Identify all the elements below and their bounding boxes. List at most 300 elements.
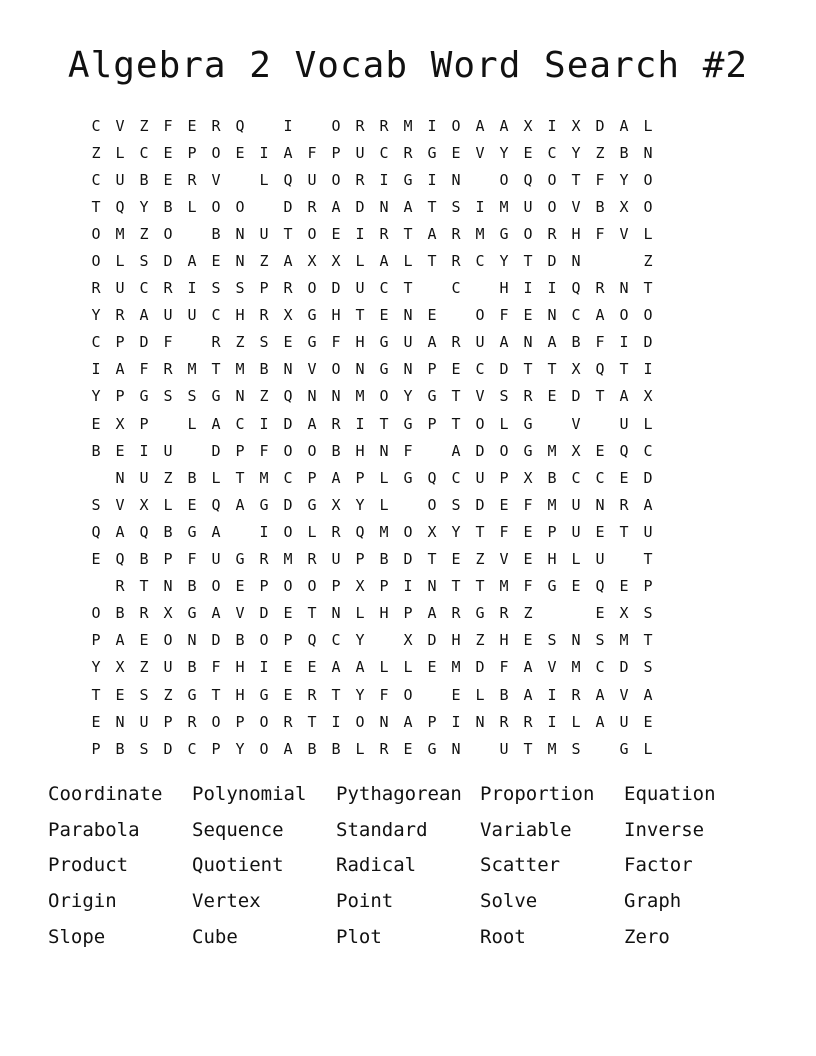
grid-cell: N: [451, 170, 461, 189]
grid-cell: N: [379, 197, 389, 216]
grid-cell: F: [403, 441, 413, 460]
grid-cell: O: [259, 712, 269, 731]
grid-cell: [468, 170, 492, 190]
grid-cell: N: [475, 712, 485, 731]
grid-cell: A: [187, 252, 197, 271]
grid-cell: P: [427, 414, 437, 433]
grid-cell: P: [379, 577, 389, 596]
grid-cell: I: [187, 279, 197, 298]
grid-cell: Z: [139, 658, 149, 677]
grid-cell: R: [307, 550, 317, 569]
grid-cell: P: [139, 414, 149, 433]
grid-cell: A: [331, 468, 341, 487]
word-list-item: Pythagorean: [336, 782, 462, 805]
grid-cell: B: [163, 522, 173, 541]
grid-cell: E: [283, 658, 293, 677]
grid-cell: I: [547, 712, 557, 731]
grid-cell: Y: [91, 658, 101, 677]
grid-cell: H: [571, 224, 581, 243]
grid-cell: C: [595, 468, 605, 487]
grid-cell: N: [547, 306, 557, 325]
grid-cell: N: [403, 360, 413, 379]
grid-cell: P: [187, 143, 197, 162]
grid-cell: C: [475, 360, 485, 379]
grid-cell: B: [187, 468, 197, 487]
grid-cell: C: [211, 306, 221, 325]
grid-cell: T: [595, 387, 605, 406]
grid-cell: Z: [475, 550, 485, 569]
grid-cell: Q: [139, 522, 149, 541]
grid-cell: A: [403, 197, 413, 216]
grid-cell: O: [643, 197, 653, 216]
grid-cell: Y: [355, 495, 365, 514]
grid-cell: D: [547, 252, 557, 271]
grid-cell: L: [403, 658, 413, 677]
grid-cell: L: [355, 604, 365, 623]
grid-cell: N: [235, 387, 245, 406]
grid-cell: O: [403, 522, 413, 541]
word-list-item: Plot: [336, 926, 382, 949]
word-list-item: Coordinate: [48, 782, 163, 805]
grid-cell: P: [499, 468, 509, 487]
grid-cell: D: [283, 414, 293, 433]
grid-cell: T: [619, 360, 629, 379]
grid-cell: O: [211, 712, 221, 731]
grid-cell: L: [403, 252, 413, 271]
grid-cell: C: [571, 468, 581, 487]
grid-cell: I: [355, 224, 365, 243]
grid-cell: G: [259, 495, 269, 514]
grid-cell: I: [547, 116, 557, 135]
grid-cell: M: [187, 360, 197, 379]
grid-cell: Y: [619, 170, 629, 189]
grid-cell: R: [499, 604, 509, 623]
grid-cell: C: [595, 658, 605, 677]
grid-row: [84, 735, 732, 762]
grid-cell: S: [499, 387, 509, 406]
grid-cell: A: [331, 197, 341, 216]
grid-cell: O: [283, 522, 293, 541]
grid-cell: L: [307, 522, 317, 541]
grid-cell: P: [115, 387, 125, 406]
grid-cell: C: [379, 279, 389, 298]
grid-cell: S: [595, 631, 605, 650]
grid-cell: E: [235, 143, 245, 162]
grid-cell: P: [259, 577, 269, 596]
grid-cell: G: [139, 387, 149, 406]
grid-cell: M: [283, 550, 293, 569]
grid-cell: I: [331, 712, 341, 731]
grid-row: [84, 356, 732, 383]
grid-cell: A: [499, 333, 509, 352]
grid-cell: N: [235, 252, 245, 271]
word-list-row: [48, 919, 768, 955]
grid-cell: T: [403, 279, 413, 298]
grid-cell: I: [379, 170, 389, 189]
grid-cell: E: [427, 306, 437, 325]
grid-cell: T: [331, 685, 341, 704]
grid-cell: A: [643, 685, 653, 704]
grid-cell: S: [163, 387, 173, 406]
word-list-row: [48, 776, 768, 812]
grid-cell: C: [91, 116, 101, 135]
grid-cell: B: [115, 739, 125, 758]
grid-row: [84, 410, 732, 437]
grid-cell: P: [331, 577, 341, 596]
grid-cell: O: [547, 197, 557, 216]
grid-cell: [540, 603, 564, 623]
grid-cell: Q: [595, 577, 605, 596]
grid-cell: G: [523, 414, 533, 433]
word-list-item: Product: [48, 854, 129, 877]
grid-cell: L: [499, 414, 509, 433]
grid-cell: B: [235, 631, 245, 650]
grid-cell: I: [403, 577, 413, 596]
grid-cell: R: [355, 170, 365, 189]
grid-cell: A: [427, 604, 437, 623]
grid-cell: E: [619, 468, 629, 487]
grid-cell: F: [331, 333, 341, 352]
grid-cell: O: [331, 170, 341, 189]
grid-cell: O: [403, 685, 413, 704]
grid-cell: Y: [91, 306, 101, 325]
grid-cell: A: [619, 387, 629, 406]
grid-cell: C: [571, 306, 581, 325]
grid-cell: D: [427, 631, 437, 650]
grid-cell: O: [91, 224, 101, 243]
grid-cell: D: [259, 604, 269, 623]
grid-cell: G: [187, 604, 197, 623]
grid-cell: E: [403, 739, 413, 758]
grid-cell: U: [499, 739, 509, 758]
grid-cell: R: [211, 333, 221, 352]
grid-cell: V: [547, 658, 557, 677]
grid-cell: R: [523, 387, 533, 406]
grid-cell: V: [475, 143, 485, 162]
grid-cell: B: [379, 550, 389, 569]
grid-cell: D: [643, 333, 653, 352]
grid-cell: N: [523, 333, 533, 352]
grid-cell: A: [547, 333, 557, 352]
grid-cell: M: [571, 658, 581, 677]
grid-cell: V: [475, 387, 485, 406]
grid-cell: O: [379, 387, 389, 406]
word-list-item: Zero: [624, 926, 670, 949]
grid-cell: U: [139, 468, 149, 487]
grid-cell: E: [163, 143, 173, 162]
grid-cell: D: [643, 468, 653, 487]
grid-cell: I: [547, 279, 557, 298]
grid-cell: P: [115, 333, 125, 352]
grid-cell: U: [475, 468, 485, 487]
grid-cell: X: [571, 441, 581, 460]
grid-cell: H: [235, 306, 245, 325]
grid-cell: [420, 685, 444, 705]
grid-cell: Z: [163, 685, 173, 704]
grid-cell: A: [427, 333, 437, 352]
grid-row: [84, 708, 732, 735]
page-title: Algebra 2 Vocab Word Search #2: [67, 45, 749, 86]
grid-cell: T: [571, 170, 581, 189]
grid-cell: O: [547, 170, 557, 189]
grid-cell: T: [523, 739, 533, 758]
grid-cell: M: [403, 116, 413, 135]
grid-cell: D: [499, 360, 509, 379]
grid-cell: L: [211, 468, 221, 487]
grid-cell: C: [91, 170, 101, 189]
grid-cell: D: [619, 658, 629, 677]
grid-row: [84, 112, 732, 139]
grid-cell: R: [331, 414, 341, 433]
grid-cell: [540, 414, 564, 434]
grid-cell: E: [451, 143, 461, 162]
grid-cell: S: [211, 279, 221, 298]
grid-cell: U: [619, 414, 629, 433]
grid-cell: O: [259, 739, 269, 758]
grid-cell: C: [379, 143, 389, 162]
grid-cell: M: [499, 577, 509, 596]
grid-cell: R: [307, 685, 317, 704]
grid-cell: Q: [91, 522, 101, 541]
grid-cell: G: [403, 414, 413, 433]
grid-cell: L: [571, 550, 581, 569]
grid-cell: A: [523, 658, 533, 677]
grid-cell: A: [115, 522, 125, 541]
grid-cell: T: [643, 631, 653, 650]
grid-cell: N: [379, 712, 389, 731]
grid-cell: N: [235, 224, 245, 243]
grid-cell: P: [331, 143, 341, 162]
grid-cell: F: [379, 685, 389, 704]
grid-cell: S: [139, 739, 149, 758]
grid-cell: T: [307, 712, 317, 731]
grid-cell: U: [475, 333, 485, 352]
grid-cell: G: [547, 577, 557, 596]
grid-cell: P: [307, 468, 317, 487]
grid-cell: S: [451, 197, 461, 216]
grid-cell: G: [403, 468, 413, 487]
grid-cell: I: [259, 414, 269, 433]
grid-cell: T: [307, 604, 317, 623]
grid-row: [84, 193, 732, 220]
grid-cell: F: [139, 360, 149, 379]
grid-cell: B: [571, 333, 581, 352]
grid-cell: Z: [91, 143, 101, 162]
grid-cell: H: [499, 631, 509, 650]
grid-cell: F: [523, 495, 533, 514]
grid-cell: L: [259, 170, 269, 189]
grid-cell: X: [403, 631, 413, 650]
grid-cell: R: [379, 739, 389, 758]
grid-cell: G: [427, 739, 437, 758]
grid-cell: X: [571, 360, 581, 379]
grid-cell: O: [307, 279, 317, 298]
grid-cell: T: [643, 550, 653, 569]
grid-cell: X: [523, 116, 533, 135]
grid-cell: I: [619, 333, 629, 352]
grid-cell: O: [427, 495, 437, 514]
grid-cell: S: [139, 685, 149, 704]
grid-cell: P: [163, 712, 173, 731]
grid-cell: [468, 739, 492, 759]
grid-cell: G: [379, 360, 389, 379]
grid-cell: A: [499, 116, 509, 135]
grid-cell: V: [211, 170, 221, 189]
grid-cell: N: [403, 306, 413, 325]
grid-cell: M: [451, 658, 461, 677]
grid-cell: Y: [499, 143, 509, 162]
grid-cell: A: [595, 306, 605, 325]
grid-cell: E: [379, 306, 389, 325]
grid-cell: P: [163, 550, 173, 569]
grid-cell: A: [595, 685, 605, 704]
grid-cell: M: [115, 224, 125, 243]
grid-cell: Q: [619, 441, 629, 460]
grid-row: [84, 600, 732, 627]
grid-cell: I: [523, 279, 533, 298]
grid-cell: H: [379, 604, 389, 623]
grid-cell: A: [451, 441, 461, 460]
grid-cell: U: [403, 333, 413, 352]
grid-cell: R: [187, 712, 197, 731]
grid-cell: R: [379, 224, 389, 243]
grid-row: [84, 383, 732, 410]
grid-cell: X: [643, 387, 653, 406]
grid-cell: P: [235, 712, 245, 731]
grid-cell: A: [115, 631, 125, 650]
grid-cell: B: [595, 197, 605, 216]
grid-cell: L: [379, 658, 389, 677]
grid-cell: Q: [211, 495, 221, 514]
grid-cell: T: [643, 279, 653, 298]
grid-cell: U: [571, 495, 581, 514]
grid-cell: N: [619, 279, 629, 298]
grid-cell: D: [595, 116, 605, 135]
grid-cell: C: [331, 631, 341, 650]
grid-cell: I: [427, 170, 437, 189]
grid-cell: I: [355, 414, 365, 433]
grid-cell: P: [259, 279, 269, 298]
word-list-item: Origin: [48, 890, 117, 913]
grid-cell: C: [91, 333, 101, 352]
grid-cell: C: [139, 143, 149, 162]
grid-cell: Z: [643, 252, 653, 271]
word-list-item: Root: [480, 926, 526, 949]
grid-row: [84, 302, 732, 329]
grid-cell: Z: [523, 604, 533, 623]
grid-cell: Y: [403, 387, 413, 406]
grid-cell: E: [571, 577, 581, 596]
grid-cell: F: [259, 441, 269, 460]
word-list-item: Solve: [480, 890, 538, 913]
grid-cell: F: [211, 658, 221, 677]
grid-cell: O: [283, 441, 293, 460]
grid-cell: D: [475, 441, 485, 460]
grid-cell: I: [547, 685, 557, 704]
grid-cell: T: [427, 197, 437, 216]
grid-cell: I: [283, 116, 293, 135]
grid-cell: X: [307, 252, 317, 271]
grid-cell: B: [187, 577, 197, 596]
grid-cell: V: [571, 414, 581, 433]
grid-cell: O: [355, 712, 365, 731]
grid-cell: L: [379, 468, 389, 487]
grid-cell: N: [355, 360, 365, 379]
grid-cell: Q: [283, 170, 293, 189]
grid-cell: X: [139, 495, 149, 514]
grid-row: [84, 654, 732, 681]
grid-cell: N: [571, 252, 581, 271]
grid-cell: E: [643, 712, 653, 731]
grid-cell: L: [643, 224, 653, 243]
grid-cell: G: [475, 604, 485, 623]
grid-cell: L: [643, 414, 653, 433]
grid-cell: O: [235, 197, 245, 216]
grid-cell: R: [307, 197, 317, 216]
grid-cell: A: [643, 495, 653, 514]
grid-row: [84, 275, 732, 302]
grid-cell: A: [283, 739, 293, 758]
grid-cell: V: [115, 116, 125, 135]
grid-cell: Z: [475, 631, 485, 650]
grid-cell: I: [643, 360, 653, 379]
grid-row: [84, 220, 732, 247]
grid-cell: [300, 116, 324, 136]
grid-cell: H: [235, 658, 245, 677]
grid-row: [84, 247, 732, 274]
grid-cell: U: [355, 143, 365, 162]
grid-cell: E: [91, 712, 101, 731]
grid-cell: E: [523, 143, 533, 162]
grid-cell: X: [523, 468, 533, 487]
grid-cell: X: [163, 604, 173, 623]
grid-row: [84, 491, 732, 518]
grid-cell: R: [91, 279, 101, 298]
grid-cell: C: [475, 252, 485, 271]
grid-cell: B: [331, 441, 341, 460]
grid-cell: G: [259, 685, 269, 704]
grid-cell: E: [451, 685, 461, 704]
grid-cell: S: [643, 658, 653, 677]
grid-cell: G: [307, 306, 317, 325]
grid-cell: L: [379, 495, 389, 514]
grid-cell: T: [427, 550, 437, 569]
grid-cell: Q: [571, 279, 581, 298]
grid-cell: R: [355, 116, 365, 135]
grid-cell: R: [451, 333, 461, 352]
grid-cell: R: [523, 712, 533, 731]
grid-cell: E: [499, 495, 509, 514]
grid-cell: E: [163, 170, 173, 189]
grid-cell: [180, 441, 204, 461]
grid-cell: O: [307, 577, 317, 596]
grid-cell: O: [211, 577, 221, 596]
grid-cell: L: [355, 739, 365, 758]
grid-cell: H: [499, 279, 509, 298]
grid-cell: T: [523, 360, 533, 379]
word-list-item: Radical: [336, 854, 417, 877]
grid-cell: U: [211, 550, 221, 569]
grid-cell: O: [523, 224, 533, 243]
grid-cell: U: [595, 550, 605, 569]
grid-cell: I: [91, 360, 101, 379]
grid-cell: B: [307, 739, 317, 758]
grid-cell: C: [187, 739, 197, 758]
grid-row: [84, 573, 732, 600]
word-list-item: Scatter: [480, 854, 561, 877]
grid-cell: O: [163, 224, 173, 243]
grid-cell: C: [139, 279, 149, 298]
